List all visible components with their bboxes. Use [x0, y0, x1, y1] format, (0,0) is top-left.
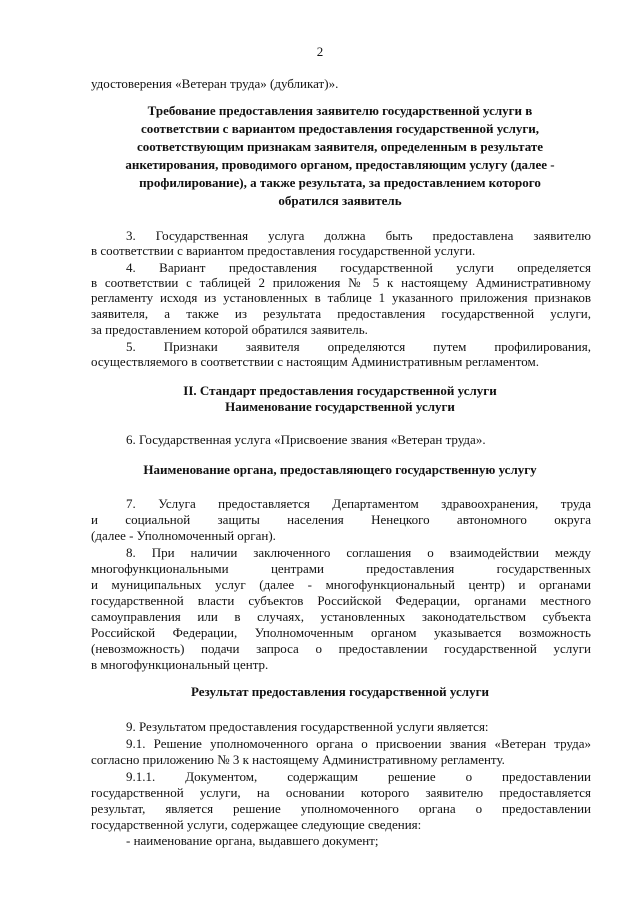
text-line: результат, является решение уполномоченного органа о предоставлении [91, 801, 591, 816]
heading-line: обратился заявитель [278, 193, 402, 208]
text-line: государственной услуги, на основании которого заявителю предоставляется [91, 785, 591, 800]
intro-line: удостоверения «Ветеран труда» (дубликат)». [91, 76, 339, 91]
heading-line: Наименование государственной услуги [225, 399, 455, 414]
text-line: многофункциональными центрами предоставления государственных [91, 561, 591, 576]
page-number: 2 [316, 44, 324, 59]
text-line: 7. Услуга предоставляется Департаментом здравоохранения, труда [126, 496, 591, 511]
text-line: в соответствии с таблицей 2 приложения № 5 к настоящему Административному [91, 275, 591, 290]
heading-line: II. Стандарт предоставления государственной услуги [183, 383, 497, 398]
heading-line: Требование предоставления заявителю государственной услуги в [147, 103, 533, 118]
text-line: в соответствии с вариантом предоставления государственной услуги. [91, 243, 476, 258]
text-line: 8. При наличии заключенного соглашения о взаимодействии между [126, 545, 591, 560]
text-line: и муниципальных услуг (далее - многофункциональный центр) и органами [91, 577, 591, 592]
text-line: Российской Федерации, Уполномоченным органом указывается возможность [91, 625, 591, 640]
text-line: государственной власти субъектов Российской Федерации, органами местного [91, 593, 591, 608]
text-line: согласно приложению № 3 к настоящему Административному регламенту. [91, 752, 505, 767]
text-line: 3. Государственная услуга должна быть предоставлена заявителю [126, 228, 591, 243]
heading-line: соответствующим признакам заявителя, определенным в результате [136, 139, 544, 154]
text-line: заявителя, а также из результата предоставления государственной услуги, [91, 306, 591, 321]
text-line: (невозможность) подачи запроса о предоставлении государственной услуги [91, 641, 591, 656]
text-line: 9.1.1. Документом, содержащим решение о предоставлении [126, 769, 591, 784]
heading-line: профилирование), а также результата, за предоставлением которого [139, 175, 541, 190]
list-item: - наименование органа, выдавшего документ; [126, 833, 379, 848]
text-line: 5. Признаки заявителя определяются путем профилирования, [126, 339, 591, 354]
paragraph-9: 9. Результатом предоставления государственной услуги является: [126, 719, 489, 734]
heading-line: соответствии с вариантом предоставления государственной услуги, [140, 121, 540, 136]
text-line: 9.1. Решение уполномоченного органа о присвоении звания «Ветеран труда» [126, 736, 591, 751]
text-line: 4. Вариант предоставления государственной услуги определяется [126, 260, 591, 275]
text-line: за предоставлением которой обратился заявитель. [91, 322, 368, 337]
heading-organ: Наименование органа, предоставляющего государственную услугу [143, 462, 537, 477]
text-line: регламенту исходя из установленных в таблице 1 указанного приложения признаков [91, 290, 591, 305]
paragraph-6: 6. Государственная услуга «Присвоение звания «Ветеран труда». [126, 432, 486, 447]
text-line: в многофункциональный центр. [91, 657, 269, 672]
text-line: государственной услуги, содержащее следующие сведения: [91, 817, 422, 832]
text-line: осуществляемого в соответствии с настоящим Административным регламентом. [91, 354, 539, 369]
heading-result: Результат предоставления государственной услуги [191, 684, 489, 699]
text-line: (далее - Уполномоченный орган). [91, 528, 276, 543]
text-line: самоуправления или в случаях, установленных законодательством субъекта [91, 609, 591, 624]
heading-line: анкетирования, проводимого органом, предоставляющим услугу (далее - [125, 157, 555, 172]
text-line: и социальной защиты населения Ненецкого автономного округа [91, 512, 591, 527]
